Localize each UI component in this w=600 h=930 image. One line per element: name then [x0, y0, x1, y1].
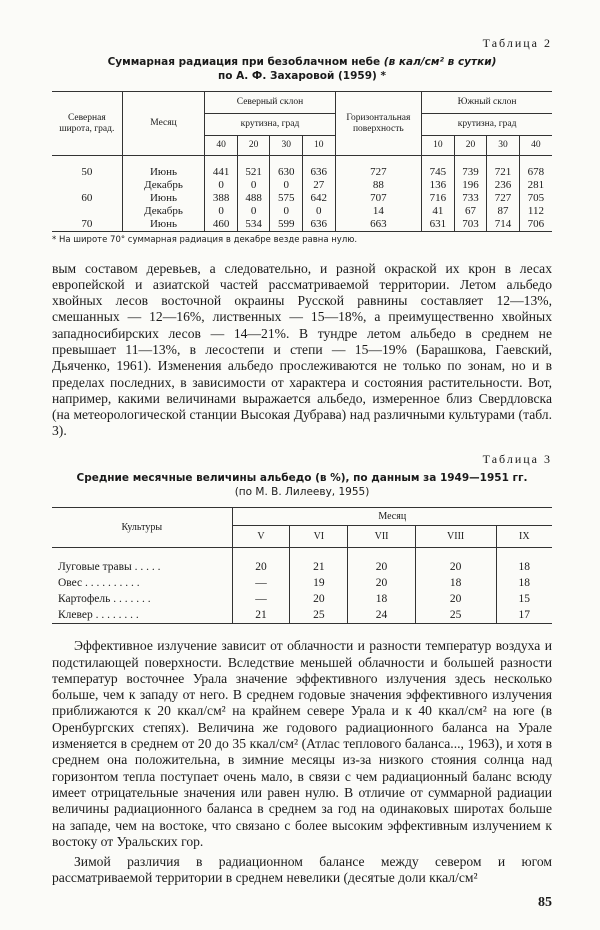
deg-s10: 10 — [422, 136, 455, 156]
cell-value: 0 — [270, 179, 303, 192]
header-latitude: Северная широта, град. — [52, 92, 122, 156]
cell-value: 441 — [205, 166, 238, 179]
cell-value: 15 — [496, 591, 552, 607]
header-horizontal: Горизонтальная поверхность — [335, 92, 422, 156]
cell-value: 707 — [335, 192, 422, 205]
table-row — [52, 205, 552, 218]
page-number: 85 — [538, 895, 552, 910]
cell-crop: Луговые травы . . . . . — [58, 561, 161, 574]
cell-value: 739 — [454, 166, 487, 179]
cell-value: 21 — [232, 607, 290, 624]
table-row — [52, 218, 552, 232]
cell-value: 705 — [519, 192, 552, 205]
cell-value: 18 — [496, 575, 552, 591]
paragraph-3: Зимой различия в радиационном балансе между севером и югом рассматриваемой территории в среднем невелики (десятые доли ккал/см² — [52, 854, 552, 886]
cell-lat — [52, 179, 122, 192]
cell-value: 67 — [454, 205, 487, 218]
cell-value: 20 — [415, 559, 496, 575]
cell-value: 0 — [270, 205, 303, 218]
cell-value: 521 — [237, 166, 270, 179]
cell-value: 20 — [290, 591, 348, 607]
table3-title-line1: Средние месячные величины альбедо (в %), по данным за 1949—1951 гг. — [76, 471, 528, 484]
cell-value: 631 — [422, 218, 455, 232]
cell-value: 0 — [205, 179, 238, 192]
albedo-table — [52, 507, 552, 625]
cell-lat: 50 — [81, 165, 93, 178]
cell-month: Июнь — [122, 192, 205, 205]
cell-value: 281 — [519, 179, 552, 192]
table2-title-line2: по А. Ф. Захаровой (1959) * — [218, 70, 386, 82]
cell-value: 88 — [335, 179, 422, 192]
header-crops: Культуры — [52, 507, 232, 547]
month-vii: VII — [348, 525, 415, 547]
table-row — [52, 192, 552, 205]
cell-value: 27 — [303, 179, 336, 192]
cell-value: 745 — [422, 166, 455, 179]
page-content — [52, 36, 552, 887]
cell-value: 727 — [487, 192, 520, 205]
cell-value: 636 — [303, 218, 336, 232]
cell-lat: 70 — [52, 218, 122, 232]
deg-n20: 20 — [237, 136, 270, 156]
cell-value: 25 — [290, 607, 348, 624]
cell-value: 0 — [205, 205, 238, 218]
table-row — [52, 179, 552, 192]
cell-crop: Клевер . . . . . . . . — [52, 607, 232, 624]
table3-title — [52, 471, 552, 499]
cell-value: 630 — [270, 166, 303, 179]
cell-value: 642 — [303, 192, 336, 205]
cell-value: 716 — [422, 192, 455, 205]
cell-value: 706 — [519, 218, 552, 232]
cell-value: 0 — [237, 205, 270, 218]
cell-month: Декабрь — [122, 205, 205, 218]
radiation-table — [52, 91, 552, 232]
table2-title — [52, 55, 552, 83]
cell-lat — [52, 205, 122, 218]
table2-footnote: * На широте 70° суммарная радиация в декабре везде равна нулю. — [52, 234, 358, 245]
cell-value: 112 — [519, 205, 552, 218]
cell-value: 19 — [290, 575, 348, 591]
table3-title-line2: (по М. В. Лилееву, 1955) — [234, 485, 370, 498]
deg-s20: 20 — [454, 136, 487, 156]
table-row — [52, 607, 552, 624]
cell-value: 703 — [454, 218, 487, 232]
cell-value: — — [232, 591, 290, 607]
paragraph-2: Эффективное излучение зависит от облачности и разности температур воздуха и подстилающей поверхности. Вследствие меньшей облачности и большей разности температур восточнее Урала значение эффективного излучения здесь несколько больше, чем к западу от него. В среднем годовые значения эффективного излучения приближаются к 20 ккал/см² на крайнем севере Урала и к 40 ккал/см² на юге (в Оренбургских степях). Величина же годового радиационного баланса на Урале изменяется в среднем от 20 до 35 ккал/см² (Атлас теплового баланса..., 1963), и хотя в среднем она положительна, в зимние месяцы из-за низкого стояния солнца над горизонтом тепла поступает очень мало, в связи с чем радиационный баланс всюду имеет отрицательные значения или равен нулю. В отличие от суммарной радиации величины радиационного баланса в среднем за год на одинаковых широтах больше на западе, чем на востоке, что связано с более высоким эффективным излучением к востоку от Уральских гор. — [52, 638, 552, 849]
cell-value: 488 — [237, 192, 270, 205]
table2-label: Таблица 2 — [482, 36, 552, 50]
table2-title-main: Суммарная радиация при безоблачном небе — [107, 56, 381, 68]
cell-value: 136 — [422, 179, 455, 192]
table-row — [52, 591, 552, 607]
cell-value: 599 — [270, 218, 303, 232]
cell-value: 636 — [303, 166, 336, 179]
cell-value: 0 — [303, 205, 336, 218]
cell-crop: Овес . . . . . . . . . . — [58, 577, 140, 590]
paragraph-1: вым составом деревьев, а следовательно, и разной окраской их крон в лесах европейской и азиатской частей рассматриваемой территории. Летом альбедо хвойных лесов восточной окраины Русской равнины составляет 12—13%, смешанных — 12—16%, лиственных — 15—18%, а преимущественно хвойных западносибирских лесов — 14—21%. В тундре летом альбедо в среднем не превышает 11—13%, в лесостепи и степи — 15—19% (Барашкова, Гаевский, Дьяченко, 1961). Изменения альбедо прослеживаются не только по зонам, но и в пределах последних, в зависимости от характера и состояния растительности. Вот, например, какими величинами выражается альбедо, измеренное близ Свердловска (на метеорологической станции Высокая Дубрава) над различными культурами (табл. 3). — [52, 260, 552, 439]
cell-value: 534 — [237, 218, 270, 232]
cell-value: 87 — [487, 205, 520, 218]
cell-value: 678 — [519, 166, 552, 179]
table-row — [52, 575, 552, 591]
cell-value: 733 — [454, 192, 487, 205]
month-viii: VIII — [415, 525, 496, 547]
cell-value: 18 — [348, 591, 415, 607]
cell-value: 714 — [487, 218, 520, 232]
cell-value: 727 — [335, 166, 422, 179]
cell-value: 18 — [496, 559, 552, 575]
deg-s30: 30 — [487, 136, 520, 156]
cell-value: 388 — [205, 192, 238, 205]
cell-value: 20 — [415, 591, 496, 607]
cell-lat: 60 — [81, 191, 93, 204]
cell-value: 17 — [496, 607, 552, 624]
cell-value: 663 — [335, 218, 422, 232]
cell-value: 236 — [487, 179, 520, 192]
cell-value: 196 — [454, 179, 487, 192]
cell-value: 460 — [205, 218, 238, 232]
header-steepness-south: крутизна, град — [422, 114, 552, 136]
cell-value: 0 — [237, 179, 270, 192]
header-month: Месяц — [232, 507, 552, 525]
deg-n40: 40 — [205, 136, 238, 156]
header-steepness-north: крутизна, град — [205, 114, 335, 136]
cell-value: 20 — [232, 559, 290, 575]
month-v: V — [232, 525, 290, 547]
header-south-slope: Южный склон — [422, 92, 552, 114]
deg-n10: 10 — [303, 136, 336, 156]
cell-value: 20 — [348, 559, 415, 575]
deg-s40: 40 — [519, 136, 552, 156]
cell-value: — — [232, 575, 290, 591]
deg-n30: 30 — [270, 136, 303, 156]
cell-value: 41 — [422, 205, 455, 218]
header-north-slope: Северный склон — [205, 92, 335, 114]
header-month: Месяц — [122, 92, 205, 156]
cell-value: 18 — [415, 575, 496, 591]
table-row — [52, 559, 552, 575]
cell-crop: Картофель . . . . . . . — [58, 593, 151, 606]
table2-title-units: (в кал/см² в сутки) — [383, 56, 497, 68]
cell-month: Июнь — [122, 218, 205, 232]
cell-value: 25 — [415, 607, 496, 624]
cell-value: 21 — [290, 559, 348, 575]
table-row — [52, 166, 552, 179]
cell-value: 24 — [348, 607, 415, 624]
cell-month: Июнь — [122, 166, 205, 179]
cell-value: 721 — [487, 166, 520, 179]
cell-value: 14 — [335, 205, 422, 218]
cell-value: 575 — [270, 192, 303, 205]
month-vi: VI — [290, 525, 348, 547]
table3-label: Таблица 3 — [482, 451, 552, 466]
cell-month: Декабрь — [122, 179, 205, 192]
cell-value: 20 — [348, 575, 415, 591]
month-ix: IX — [496, 525, 552, 547]
